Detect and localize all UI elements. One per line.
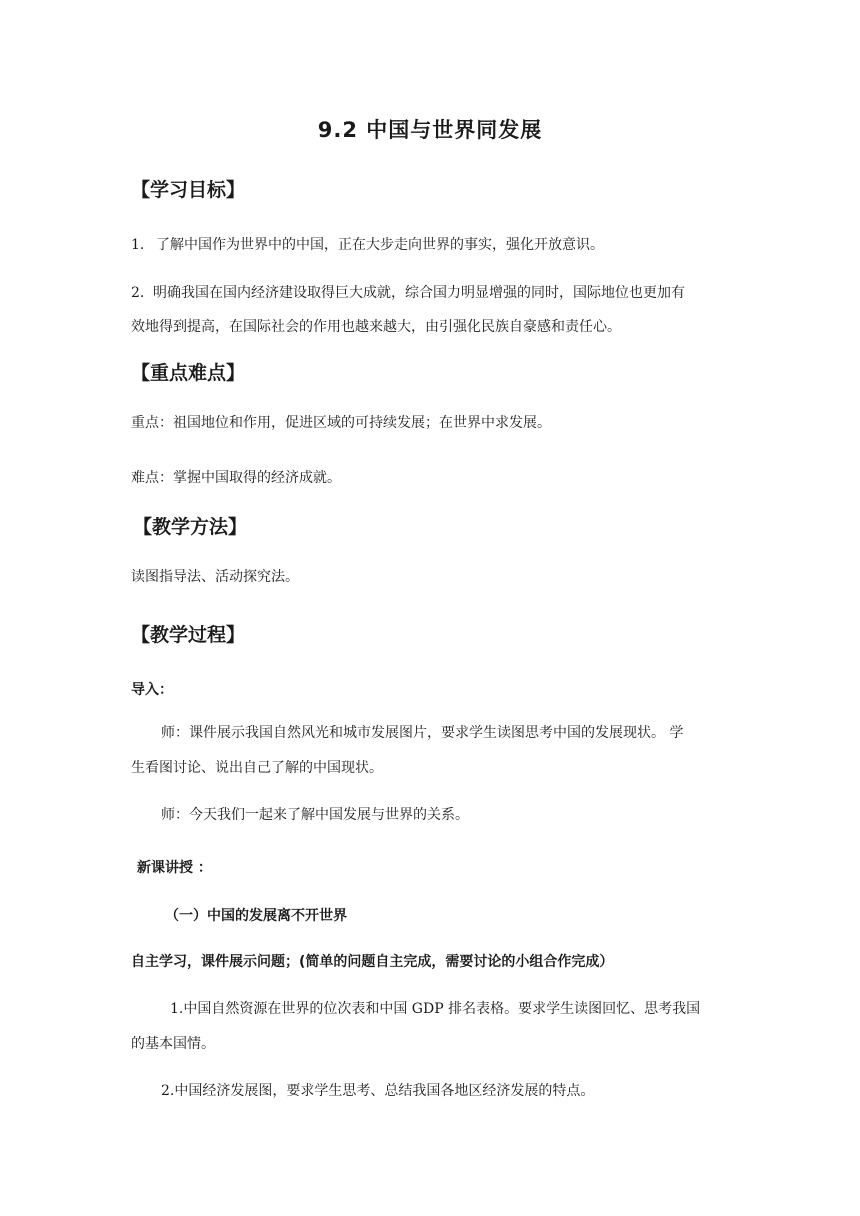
difficulty-text: 难点：掌握中国取得的经济成就。	[131, 470, 341, 486]
process-heading: 【教学过程】	[131, 624, 246, 646]
intro-paragraph-line1: 师：课件展示我国自然风光和城市发展图片，要求学生读图思考中国的发展现状。 学	[161, 725, 684, 741]
intro-label: 导入：	[131, 682, 173, 698]
document-title: 9.2 中国与世界同发展	[317, 118, 543, 142]
objective-1-number: 1.	[131, 237, 145, 253]
objective-2-number: 2.	[131, 285, 145, 301]
item-1-line1: 1.中国自然资源在世界的位次表和中国 GDP 排名表格。要求学生读图回忆、思考我国	[170, 1001, 701, 1017]
intro-paragraph-2: 师：今天我们一起来了解中国发展与世界的关系。	[161, 807, 469, 823]
methods-heading: 【教学方法】	[133, 516, 248, 538]
section-1-title: （一）中国的发展离不开世界	[165, 908, 347, 924]
item-1-line2: 的基本国情。	[131, 1036, 215, 1052]
item-2-text: 2.中国经济发展图，要求学生思考、总结我国各地区经济发展的特点。	[161, 1083, 595, 1099]
new-lesson-label: 新课讲授 ：	[137, 860, 212, 876]
methods-text: 读图指导法、活动探究法。	[131, 569, 299, 585]
objectives-heading: 【学习目标】	[131, 179, 246, 201]
objective-1-text: 了解中国作为世界中的中国，正在大步走向世界的事实，强化开放意识。	[156, 237, 604, 253]
key-points-heading: 【重点难点】	[131, 362, 246, 384]
intro-paragraph-line2: 生看图讨论、说出自己了解的中国现状。	[131, 760, 383, 776]
objective-2-line1: 明确我国在国内经济建设取得巨大成就，综合国力明显增强的同时，国际地位也更加有	[153, 285, 685, 301]
self-study-text: 自主学习，课件展示问题；(简单的问题自主完成，需要讨论的小组合作完成）	[131, 954, 614, 970]
key-point-text: 重点：祖国地位和作用，促进区域的可持续发展；在世界中求发展。	[131, 415, 551, 431]
objective-2-line2: 效地得到提高，在国际社会的作用也越来越大，由引强化民族自豪感和责任心。	[131, 319, 621, 335]
